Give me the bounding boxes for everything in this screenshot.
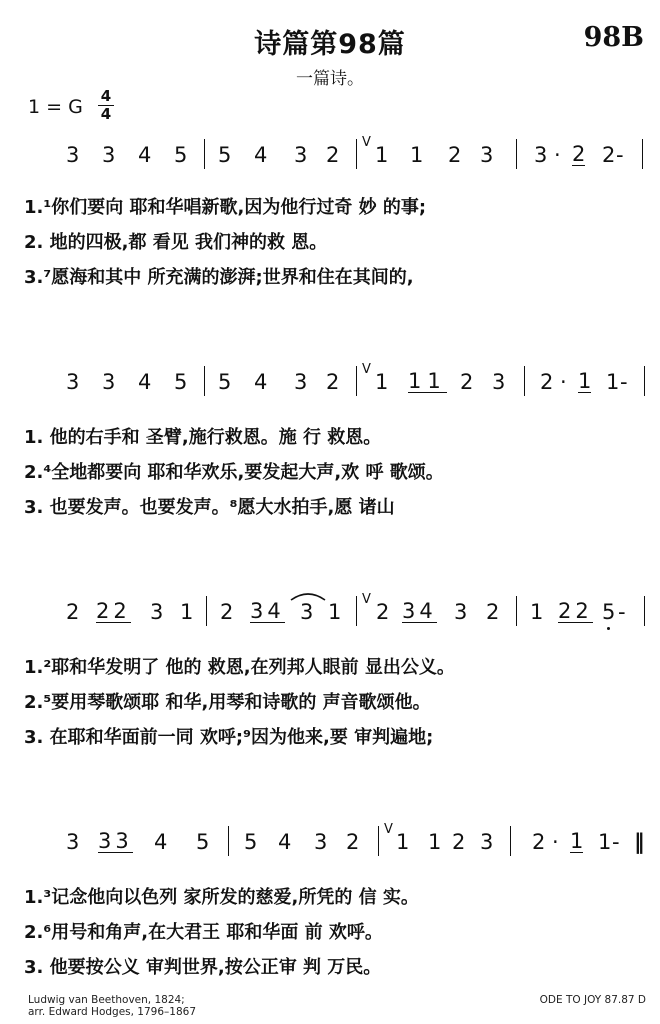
- barline: [356, 366, 357, 396]
- dash-symbol: -: [612, 830, 620, 854]
- lyric-line: 3. 他要按公义 审判世界,按公正审 判 万民。: [24, 957, 382, 978]
- time-signature: [98, 88, 114, 123]
- note: 1: [570, 829, 584, 853]
- lyric-line: 2.⁴全地都要向 耶和华欢乐,要发起大声,欢 呼 歌颂。: [24, 462, 444, 483]
- note-pair: 34: [402, 599, 437, 623]
- time-signature-top: 4: [98, 88, 114, 106]
- lyric-line: 2.⁶用号和角声,在大君王 耶和华面 前 欢呼。: [24, 922, 383, 943]
- barline: [378, 826, 379, 856]
- note: 3: [454, 600, 468, 624]
- breath-mark: V: [362, 592, 371, 607]
- barline: [228, 826, 229, 856]
- note: 4: [254, 143, 268, 167]
- lyric-line: 3.⁷愿海和其中 所充满的澎湃;世界和住在其间的,: [24, 267, 414, 288]
- note: 3: [480, 143, 494, 167]
- arranger-line: arr. Edward Hodges, 1796–1867: [28, 1006, 196, 1018]
- note: 2: [326, 370, 340, 394]
- dash-symbol: -: [618, 600, 626, 624]
- note: 2: [326, 143, 340, 167]
- note: 1: [598, 830, 612, 854]
- hymn-number: 98B: [583, 22, 644, 53]
- note: 3: [66, 830, 80, 854]
- lyric-line: 1.³记念他向以色列 家所发的慈爱,所凭的 信 实。: [24, 887, 419, 908]
- note-pair: 33: [98, 829, 133, 853]
- note: 3: [314, 830, 328, 854]
- barline: [204, 139, 205, 169]
- note: 2: [572, 142, 586, 166]
- note: 3: [492, 370, 506, 394]
- note: 1: [410, 143, 424, 167]
- note: 2: [602, 143, 616, 167]
- barline: [204, 366, 205, 396]
- note: 1: [396, 830, 410, 854]
- lyric-line: 1.²耶和华发明了 他的 救恩,在列邦人眼前 显出公义。: [24, 657, 455, 678]
- note: 1: [328, 600, 342, 624]
- notation-row-3: [40, 592, 660, 630]
- note: 5: [244, 830, 258, 854]
- lyric-line: 2.⁵要用琴歌颂耶 和华,用琴和诗歌的 声音歌颂他。: [24, 692, 431, 713]
- barline: [644, 366, 645, 396]
- barline: [516, 596, 517, 626]
- lyric-line: 3. 也要发声。也要发声。⁸愿大水拍手,愿 诸山: [24, 497, 395, 518]
- note: 1: [375, 143, 389, 167]
- note: 5: [174, 370, 188, 394]
- time-signature-bottom: 4: [100, 105, 112, 123]
- barline: [642, 139, 643, 169]
- lyric-line: 1. 他的右手和 圣臂,施行救恩。施 行 救恩。: [24, 427, 382, 448]
- note: 5: [196, 830, 210, 854]
- note: 1: [375, 370, 389, 394]
- key-signature: 1 = G: [28, 96, 83, 118]
- breath-mark: V: [362, 135, 371, 150]
- dot-symbol: ·: [554, 143, 561, 167]
- note: 2: [376, 600, 390, 624]
- note: 3: [480, 830, 494, 854]
- breath-mark: V: [384, 822, 393, 837]
- note: 3: [294, 370, 308, 394]
- note: 3: [294, 143, 308, 167]
- note: 2: [540, 370, 554, 394]
- hymn-subtitle: 一篇诗。: [296, 69, 364, 89]
- note-low-octave: 5: [602, 600, 616, 624]
- breath-mark: V: [362, 362, 371, 377]
- composer-line: Ludwig van Beethoven, 1824;: [28, 994, 185, 1006]
- note: 2: [66, 600, 80, 624]
- note: 1: [606, 370, 620, 394]
- lyric-line: 1.¹你们要向 耶和华唱新歌,因为他行过奇 妙 的事;: [24, 197, 427, 218]
- dash-symbol: -: [620, 370, 628, 394]
- note: 2: [486, 600, 500, 624]
- note: 3: [150, 600, 164, 624]
- notation-row-2: [40, 362, 660, 400]
- note: 2: [452, 830, 466, 854]
- note-pair: 22: [558, 599, 593, 623]
- note: 2: [346, 830, 360, 854]
- dash-symbol: -: [616, 143, 624, 167]
- note: 4: [138, 370, 152, 394]
- lyric-line: 2. 地的四极,都 看见 我们神的救 恩。: [24, 232, 328, 253]
- notation-row-1: [40, 135, 660, 173]
- final-barline: ‖: [634, 830, 645, 854]
- note: 1: [530, 600, 544, 624]
- note: 3: [300, 600, 314, 624]
- note: 2: [220, 600, 234, 624]
- barline: [516, 139, 517, 169]
- note: 5: [174, 143, 188, 167]
- barline: [356, 139, 357, 169]
- note: 2: [448, 143, 462, 167]
- lyric-line: 3. 在耶和华面前一同 欢呼;⁹因为他来,要 审判遍地;: [24, 727, 434, 748]
- note: 5: [218, 370, 232, 394]
- note: 1: [578, 369, 592, 393]
- barline: [644, 596, 645, 626]
- note-pair: 11: [408, 369, 447, 393]
- note: 2: [532, 830, 546, 854]
- note: 3: [534, 143, 548, 167]
- note: 1: [180, 600, 194, 624]
- note: 1: [428, 830, 442, 854]
- hymn-title: 诗篇第98篇: [254, 29, 406, 60]
- note: 2: [460, 370, 474, 394]
- note: 3: [66, 370, 80, 394]
- composer-credit: [28, 994, 196, 1018]
- dot-symbol: ·: [552, 830, 559, 854]
- dot-symbol: ·: [560, 370, 567, 394]
- note: 4: [138, 143, 152, 167]
- note: 3: [102, 370, 116, 394]
- tune-name: ODE TO JOY 87.87 D: [539, 994, 646, 1006]
- note: 4: [254, 370, 268, 394]
- note: 4: [154, 830, 168, 854]
- note: 3: [102, 143, 116, 167]
- note: 5: [218, 143, 232, 167]
- barline: [510, 826, 511, 856]
- note: 3: [66, 143, 80, 167]
- notation-row-4: [40, 822, 660, 860]
- note-pair: 22: [96, 599, 131, 623]
- barline: [524, 366, 525, 396]
- barline: [206, 596, 207, 626]
- note: 4: [278, 830, 292, 854]
- barline: [356, 596, 357, 626]
- note-pair: 34: [250, 599, 285, 623]
